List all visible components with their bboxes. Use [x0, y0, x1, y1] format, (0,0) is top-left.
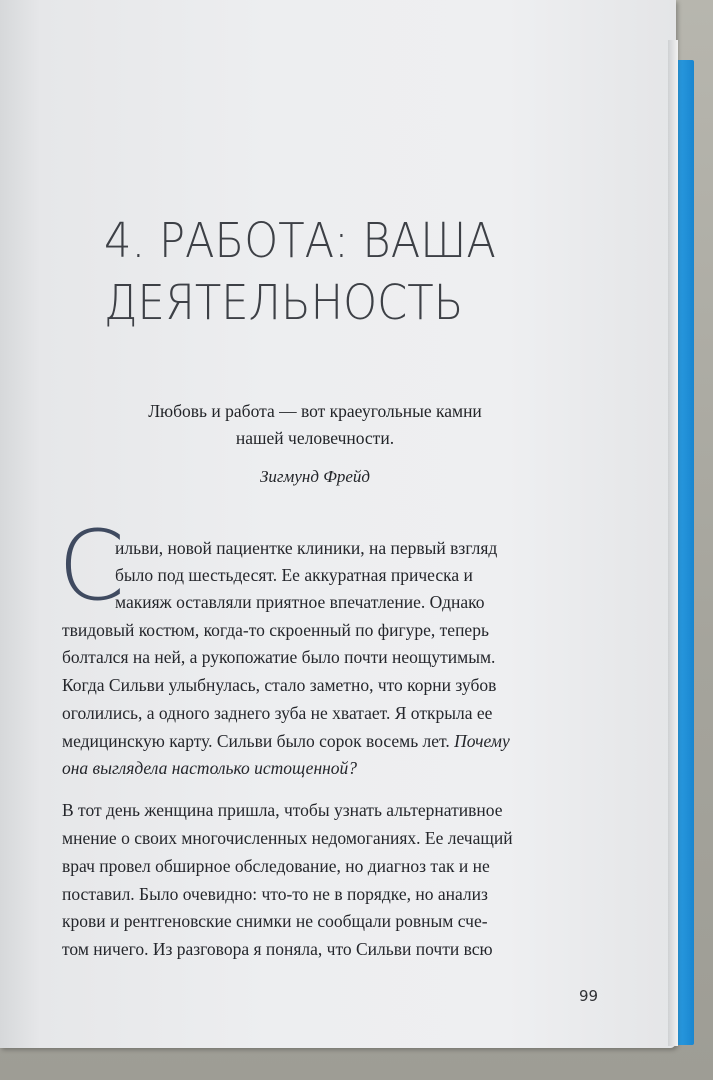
- paragraph-1-line-9: [62, 758, 357, 778]
- italic-question-end: она выглядела настолько истощенной?: [62, 758, 358, 778]
- paragraph-1-line-4: твидовый костюм, когда-то скроенный по фигуре, теперь: [62, 620, 489, 640]
- epigraph-line-1: Любовь и работа — вот краеугольные камни: [148, 401, 482, 421]
- paragraph-2-line-3: врач провел обширное обследование, но диагноз так и не: [62, 856, 490, 876]
- page-number: 99: [579, 987, 599, 1005]
- italic-question-start: Почему: [454, 731, 510, 751]
- paragraph-1-line-6: Когда Сильви улыбнулась, стало заметно, что корни зубов: [62, 675, 497, 695]
- paragraph-1-line-1: ильви, новой пациентке клиники, на первый взгляд: [115, 538, 498, 558]
- paragraph-2-line-1: В тот день женщина пришла, чтобы узнать альтернативное: [62, 800, 503, 820]
- paragraph-2-line-5: крови и рентгеновские снимки не сообщали ровным сче-: [62, 911, 488, 931]
- paragraph-2-line-6: том ничего. Из разговора я поняла, что Сильви почти всю: [62, 939, 493, 959]
- paragraph-1-line-7: оголились, а одного заднего зуба не хватает. Я открыла ее: [62, 703, 493, 723]
- paragraph-1-line-3: макияж оставляли приятное впечатление. Однако: [115, 592, 485, 612]
- paragraph-1-line-5: болтался на ней, а рукопожатие было почти неощутимым.: [62, 647, 496, 667]
- drop-cap: С: [58, 510, 126, 622]
- epigraph-line-2: нашей человечности.: [235, 428, 395, 448]
- paragraph-1-line-8-text: медицинскую карту. Сильви было сорок восемь лет.: [62, 731, 455, 751]
- chapter-title-line-1: 4. РАБОТА: ВАША: [104, 213, 496, 269]
- chapter-title: [104, 210, 572, 334]
- epigraph-author: Зигмунд Фрейд: [259, 467, 371, 486]
- chapter-title-line-2: ДЕЯТЕЛЬНОСТЬ: [104, 275, 464, 331]
- paragraph-2-line-2: мнение о своих многочисленных недомоганиях. Ее лечащий: [62, 828, 513, 848]
- paragraph-1-line-2: было под шестьдесят. Ее аккуратная прическа и: [115, 565, 473, 585]
- paragraph-2-line-4: поставил. Было очевидно: что-то не в порядке, но анализ: [62, 884, 488, 904]
- paragraph-1-line-8: [62, 731, 510, 751]
- page-edge: [668, 40, 678, 1046]
- epigraph-quote: [110, 398, 520, 452]
